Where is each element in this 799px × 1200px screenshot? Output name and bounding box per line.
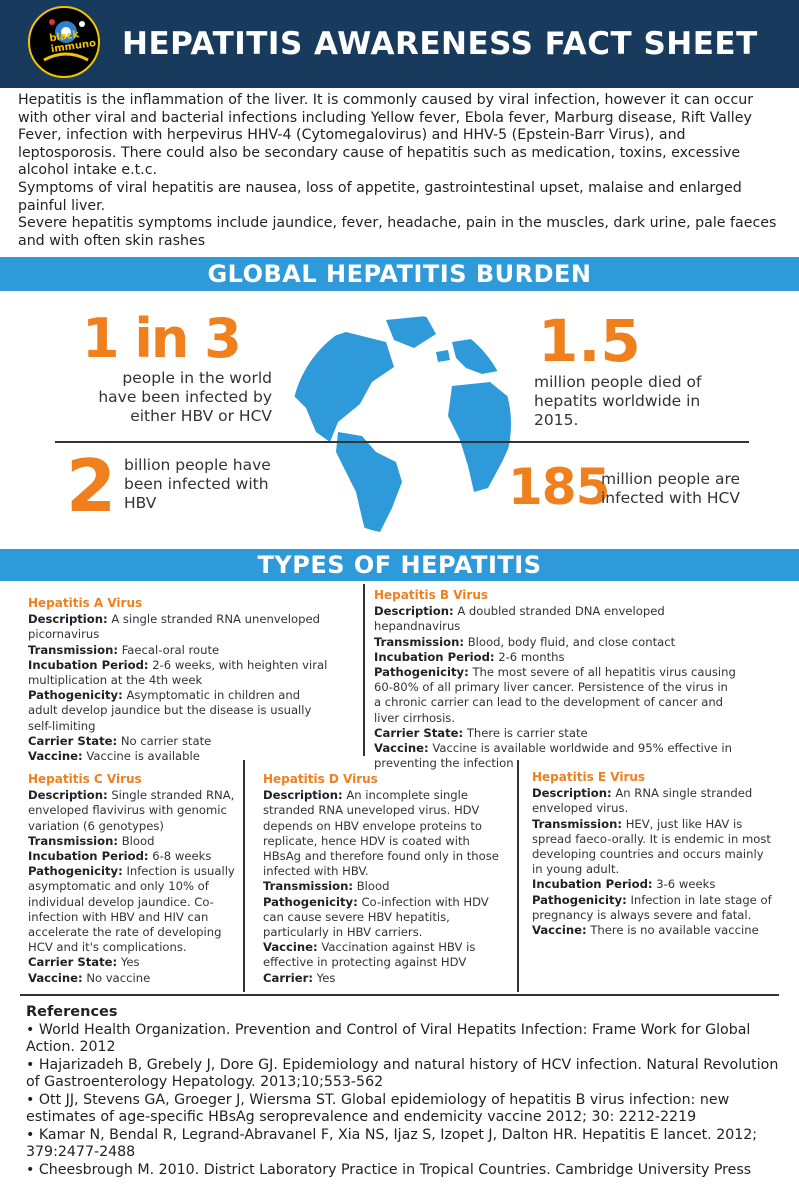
stat-value-hbv: 2: [66, 444, 117, 528]
intro-text: [18, 92, 784, 250]
virus-field: Vaccine: Vaccine is available: [28, 749, 200, 764]
virus-field: Carrier State: Yes: [28, 955, 140, 970]
virus-field: Carrier State: There is carrier state: [374, 725, 588, 740]
virus-field: Incubation Period: 2-6 months: [374, 649, 565, 664]
virus-field: Incubation Period: 6-8 weeks: [28, 849, 212, 864]
reference-item: • Cheesbrough M. 2010. District Laboratory Practice in Tropical Countries. Cambridge University Press: [26, 1161, 752, 1178]
virus-field: Vaccine: No vaccine: [28, 970, 151, 985]
intro-paragraph: Symptoms of viral hepatitis are nausea, loss of appetite, gastrointestinal upset, malaise and enlarged painful liver.: [18, 179, 742, 214]
intro-paragraph: Severe hepatitis symptoms include jaundice, fever, headache, pain in the muscles, dark urine, pale faeces and with often skin rashes: [18, 215, 777, 249]
virus-field: Transmission: HEV, just like HAV is spread faeco-orally. It is endemic in most developing countries and occurs mainly in young adult.: [532, 816, 771, 877]
virus-field: Description: A doubled stranded DNA enveloped hepandnavirus: [374, 604, 665, 634]
globe-icon: [276, 312, 526, 542]
column-divider: [363, 584, 365, 756]
virus-field: Pathogenicity: Infection in late stage of pregnancy is always severe and fatal.: [532, 892, 772, 922]
virus-card-hdv: [263, 772, 509, 986]
virus-card-hbv: [374, 588, 736, 771]
reference-item: • Kamar N, Bendal R, Legrand-Abravanel F, Xia NS, Ijaz S, Izopet J, Dalton HR. Hepatitis E lancet. 2012; 379:2477-2488: [26, 1126, 758, 1160]
stat-text-hcv: million people are infected with HCV: [601, 470, 741, 507]
stat-value-deaths: 1.5: [538, 307, 641, 375]
virus-field: Vaccine: There is no available vaccine: [532, 923, 759, 938]
stat-value-hcv: 185: [508, 458, 610, 516]
virus-field: Transmission: Blood: [263, 879, 390, 894]
virus-field: Transmission: Blood: [28, 833, 155, 848]
stat-text-deaths: million people died of hepatits worldwide in 2015.: [534, 373, 702, 429]
virus-card-title: Hepatitis D Virus: [263, 772, 378, 786]
types-section-title: TYPES OF HEPATITIS: [257, 551, 542, 579]
references-divider: [20, 994, 779, 996]
stat-divider: [55, 441, 749, 443]
virus-card-title: Hepatitis C Virus: [28, 772, 142, 786]
virus-field: Description: A single stranded RNA unenveloped picornavirus: [28, 612, 320, 642]
column-divider: [517, 760, 519, 992]
virus-field: Description: An incomplete single stranded RNA uneveloped virus. HDV depends on HBV envelope proteins to replicate, hence HDV is coated with HBsAg and therefore found only in those infected with HBV.: [263, 788, 499, 879]
virus-field: Vaccine: Vaccination against HBV is effective in protecting against HDV: [263, 940, 476, 970]
virus-card-title: Hepatitis B Virus: [374, 588, 489, 602]
virus-field: Transmission: Blood, body fluid, and close contact: [374, 634, 676, 649]
virus-field: Incubation Period: 2-6 weeks, with heighten viral multiplication at the 4th week: [28, 657, 328, 688]
virus-field: Description: Single stranded RNA, enveloped flavivirus with genomic variation (6 genotypes): [28, 788, 235, 833]
intro-paragraph: Hepatitis is the inflammation of the liver. It is commonly caused by viral infection, however it can occur with other viral and bacterial infections including Yellow fever, Ebola fever, Marburg disease, Rift Valley Fever, infection with herpevirus HHV-4 (Cytomegalovirus) and HHV-5 (Epstein-Barr Virus), and leptosporosis. There could also be secondary cause of hepatitis such as medication, toxins, excessive alcohol intake e.t.c.: [18, 92, 754, 179]
reference-item: • World Health Organization. Prevention and Control of Viral Hepatits Infection: Frame Work for Global Action. 2012: [26, 1021, 751, 1055]
reference-item: • Ott JJ, Stevens GA, Groeger J, Wiersma ST. Global epidemiology of hepatitis B virus infection: new estimates of age-specific HBsAg seroprevalence and endemicity vaccine 2012; 30: 2212-2219: [26, 1091, 730, 1125]
black-immuno-logo: [28, 6, 100, 78]
virus-field: Pathogenicity: Asymptomatic in children and adult develop jaundice but the disease is usually self-limiting: [28, 688, 312, 733]
column-divider: [243, 760, 245, 992]
virus-card-title: Hepatitis E Virus: [532, 770, 646, 784]
references-title: References: [26, 1004, 118, 1020]
logo-text: black immuno: [48, 29, 97, 56]
virus-field: Description: An RNA single stranded enveloped virus.: [532, 786, 753, 816]
stat-text-1in3: people in the world have been infected by either HBV or HCV: [98, 369, 272, 425]
page-title: HEPATITIS AWARENESS FACT SHEET: [122, 26, 758, 62]
virus-field: Carrier State: No carrier state: [28, 733, 212, 748]
virus-field: Pathogenicity: Co-infection with HDV can cause severe HBV hepatitis, particularly in HBV carriers.: [263, 894, 489, 940]
virus-field: Incubation Period: 3-6 weeks: [532, 877, 716, 892]
virus-card-hev: [532, 770, 772, 938]
stat-value-1in3: 1 in 3: [82, 307, 240, 370]
virus-field: Carrier: Yes: [263, 970, 336, 985]
reference-item: • Hajarizadeh B, Grebely J, Dore GJ. Epidemiology and natural history of HCV infection. Natural Revolution of Gastroenterology Hepatology. 2013;10;553-562: [26, 1056, 779, 1090]
virus-card-title: Hepatitis A Virus: [28, 596, 143, 610]
header-banner: [0, 0, 799, 88]
virus-card-hcv: [28, 772, 236, 986]
virus-field: Vaccine: Vaccine is available worldwide and 95% effective in preventing the infection: [374, 741, 732, 771]
references: [26, 1004, 786, 1179]
virus-card-hav: [28, 596, 328, 764]
virus-field: Pathogenicity: The most severe of all hepatitis virus causing 60-80% of all primary liver cancer. Persistence of the virus in a chronic carrier can lead to the development of cancer and liver cirrhosis.: [374, 665, 736, 725]
virus-field: Pathogenicity: Infection is usually asymptomatic and only 10% of individual develop jaundice. Co-infection with HBV and HIV can accelerate the rate of developing HCV and it's complications.: [28, 864, 235, 955]
stat-text-hbv: billion people have been infected with HBV: [124, 456, 271, 512]
virus-field: Transmission: Faecal-oral route: [28, 642, 220, 657]
burden-section-title: GLOBAL HEPATITIS BURDEN: [207, 260, 592, 288]
